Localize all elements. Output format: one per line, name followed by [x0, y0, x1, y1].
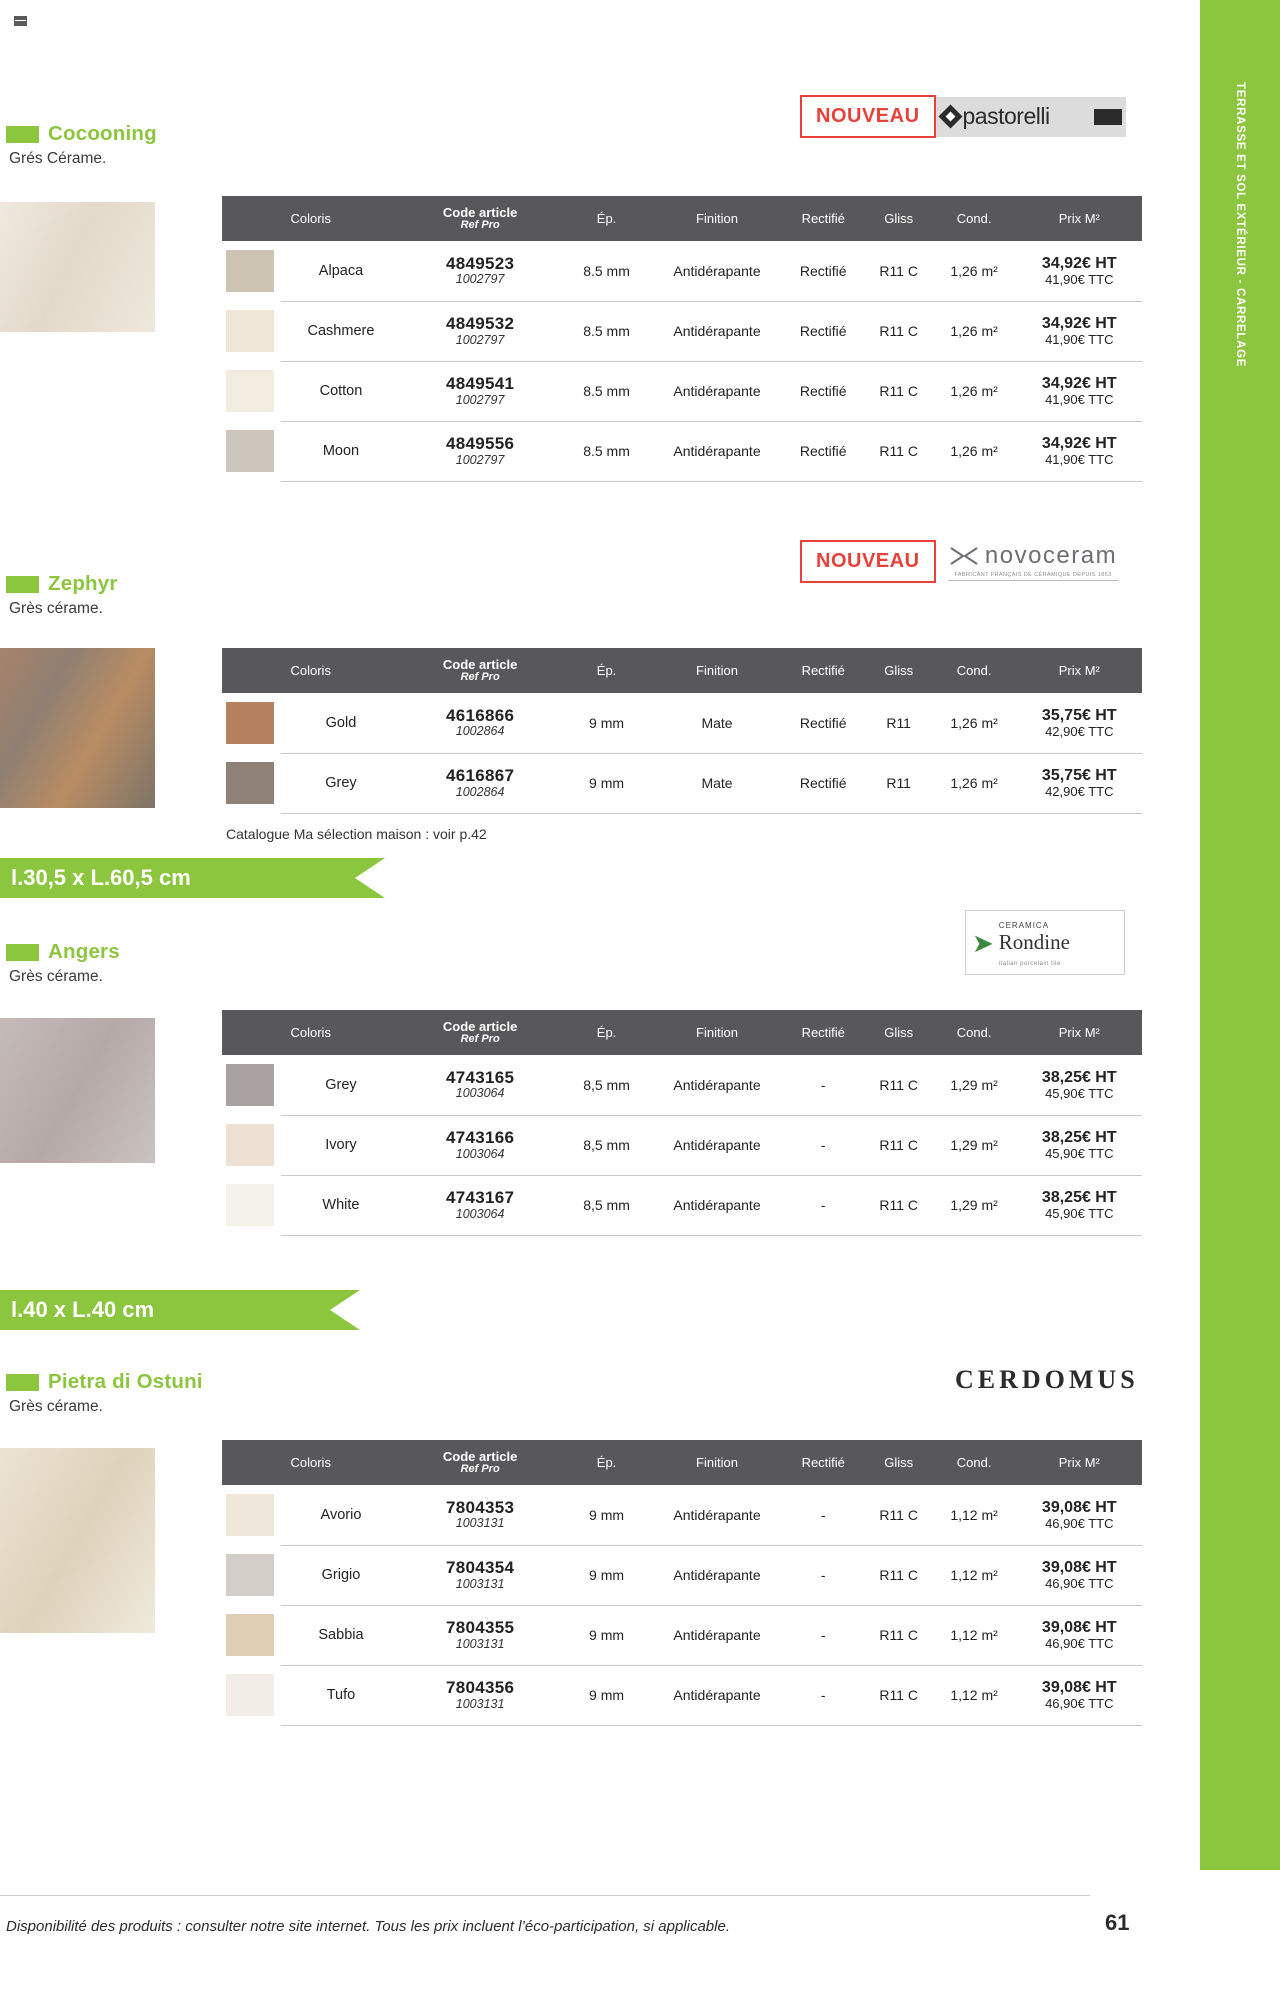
- th-gliss: Gliss: [866, 648, 932, 693]
- cell-prix-ttc: 46,90€ TTC: [1045, 1695, 1114, 1711]
- side-tab-label: TERRASSE ET SOL EXTÉRIEUR - CARRELAGE: [1234, 82, 1246, 368]
- cell-finition: Antidérapante: [653, 1055, 780, 1115]
- cell-code: [400, 1665, 559, 1725]
- cell-swatch: [222, 301, 281, 361]
- rondine-top: CERAMICA: [998, 921, 1050, 930]
- rondine-name: Rondine: [998, 930, 1070, 954]
- cell-swatch: [222, 1665, 281, 1725]
- cell-prix-ttc: 41,90€ TTC: [1045, 451, 1114, 467]
- th-ep: Ép.: [560, 1440, 653, 1485]
- cell-swatch: [222, 1175, 281, 1235]
- cell-code-ref: 1003064: [455, 1146, 505, 1161]
- badge-nouveau: NOUVEAU: [800, 540, 936, 583]
- cell-finition: Antidérapante: [653, 1485, 780, 1545]
- table-header-row: [222, 196, 1142, 241]
- cell-code-ref: 1003131: [455, 1636, 505, 1651]
- cell-code-num: 7804354: [445, 1558, 515, 1578]
- cell-swatch: [222, 693, 281, 753]
- cell-finition: Antidérapante: [653, 361, 780, 421]
- cell-code: [400, 753, 559, 813]
- cell-prix: [1017, 753, 1142, 813]
- th-finition: Finition: [653, 1010, 780, 1055]
- novoceram-mark-icon: [949, 545, 979, 567]
- th-ep: Ép.: [560, 648, 653, 693]
- cell-prix: [1017, 1545, 1142, 1605]
- product-title: Zephyr: [48, 572, 118, 595]
- green-tab-icon: [6, 576, 39, 593]
- th-code-main: Code article: [442, 1449, 518, 1464]
- product-heading-cocooning: [6, 122, 157, 168]
- table-header-row: [222, 648, 1142, 693]
- cell-finition: Antidérapante: [653, 301, 780, 361]
- product-title: Pietra di Ostuni: [48, 1370, 203, 1393]
- cell-cond: 1,26 m²: [932, 241, 1017, 301]
- rondine-bird-icon: ➤: [972, 927, 994, 958]
- table-header-row: [222, 1010, 1142, 1055]
- cell-rectifie: -: [781, 1485, 866, 1545]
- cell-swatch: [222, 1605, 281, 1665]
- cell-prix-ht: 34,92€ HT: [1041, 315, 1117, 333]
- novoceram-name: novoceram: [984, 542, 1118, 569]
- cell-cond: 1,12 m²: [932, 1545, 1017, 1605]
- cell-prix-ht: 35,75€ HT: [1041, 706, 1117, 724]
- th-code-refpro: Ref Pro: [460, 1462, 500, 1475]
- cell-code-num: 4849532: [445, 314, 515, 334]
- th-cond: Cond.: [932, 648, 1017, 693]
- cell-gliss: R11 C: [866, 1055, 932, 1115]
- th-code: [400, 1010, 559, 1055]
- cell-cond: 1,26 m²: [932, 301, 1017, 361]
- cell-code-ref: 1003131: [455, 1576, 505, 1591]
- th-ep: Ép.: [560, 196, 653, 241]
- cell-rectifie: -: [781, 1115, 866, 1175]
- cell-code-ref: 1002797: [455, 272, 505, 287]
- cell-code-num: 4743165: [445, 1068, 515, 1087]
- th-code-refpro: Ref Pro: [460, 218, 500, 231]
- cell-gliss: R11 C: [866, 421, 932, 481]
- th-coloris: Coloris: [281, 196, 400, 241]
- cell-coloris: Grey: [281, 1055, 400, 1115]
- cell-ep: 8,5 mm: [560, 1175, 653, 1235]
- th-finition: Finition: [653, 1440, 780, 1485]
- cell-prix-ht: 34,92€ HT: [1041, 254, 1117, 272]
- cell-rectifie: -: [781, 1055, 866, 1115]
- cell-prix-ttc: 45,90€ TTC: [1045, 1085, 1114, 1101]
- cell-rectifie: -: [781, 1665, 866, 1725]
- cell-swatch: [222, 753, 281, 813]
- cell-code: [400, 1545, 559, 1605]
- cell-finition: Antidérapante: [653, 1175, 780, 1235]
- cell-prix: [1017, 421, 1142, 481]
- cell-prix-ht: 38,25€ HT: [1041, 1129, 1117, 1147]
- cell-ep: 9 mm: [560, 753, 653, 813]
- cell-code-ref: 1003131: [455, 1516, 505, 1531]
- table-row: [222, 1115, 1142, 1175]
- table-row: [222, 241, 1142, 301]
- th-swatch: [222, 196, 281, 241]
- rondine-sub: italian porcelain tile: [998, 961, 1061, 967]
- cell-code: [400, 1175, 559, 1235]
- product-title: Cocooning: [48, 122, 157, 145]
- th-prix: Prix M²: [1017, 1010, 1142, 1055]
- cell-prix: [1017, 301, 1142, 361]
- pastorelli-mark-icon: [1094, 109, 1122, 125]
- th-code: [400, 648, 559, 693]
- cell-rectifie: -: [781, 1175, 866, 1235]
- cell-coloris: Sabbia: [281, 1605, 400, 1665]
- th-code-refpro: Ref Pro: [460, 670, 500, 683]
- cell-prix-ht: 39,08€ HT: [1041, 1619, 1117, 1637]
- cell-swatch: [222, 421, 281, 481]
- cell-prix-ht: 38,25€ HT: [1041, 1068, 1117, 1086]
- cell-finition: Antidérapante: [653, 241, 780, 301]
- product-table-zephyr: [222, 648, 1142, 814]
- cell-gliss: R11 C: [866, 1545, 932, 1605]
- cell-prix: [1017, 1485, 1142, 1545]
- cell-finition: Antidérapante: [653, 1115, 780, 1175]
- cell-gliss: R11 C: [866, 1605, 932, 1665]
- product-subtitle: Grés Cérame.: [9, 150, 107, 167]
- th-code-main: Code article: [442, 1019, 518, 1034]
- cell-rectifie: Rectifié: [781, 421, 866, 481]
- cell-ep: 8,5 mm: [560, 1055, 653, 1115]
- cell-coloris: Tufo: [281, 1665, 400, 1725]
- th-code-main: Code article: [442, 657, 518, 672]
- cell-coloris: Cashmere: [281, 301, 400, 361]
- cell-gliss: R11 C: [866, 1485, 932, 1545]
- cell-prix: [1017, 1605, 1142, 1665]
- brand-row-cerdomus: [955, 1365, 1139, 1395]
- page-number: 61: [1105, 1910, 1130, 1935]
- th-prix: Prix M²: [1017, 648, 1142, 693]
- table-row: [222, 1485, 1142, 1545]
- cell-prix-ttc: 46,90€ TTC: [1045, 1635, 1114, 1651]
- cell-prix-ttc: 46,90€ TTC: [1045, 1515, 1114, 1531]
- cell-prix-ttc: 41,90€ TTC: [1045, 271, 1114, 287]
- th-rectifie: Rectifié: [781, 648, 866, 693]
- cell-prix-ttc: 46,90€ TTC: [1045, 1575, 1114, 1591]
- cell-rectifie: Rectifié: [781, 753, 866, 813]
- th-swatch: [222, 648, 281, 693]
- cell-code: [400, 241, 559, 301]
- cell-code-num: 4849523: [445, 254, 515, 273]
- cell-rectifie: Rectifié: [781, 301, 866, 361]
- th-finition: Finition: [653, 648, 780, 693]
- cell-prix-ht: 34,92€ HT: [1041, 435, 1117, 453]
- cell-prix: [1017, 241, 1142, 301]
- cell-rectifie: Rectifié: [781, 361, 866, 421]
- cell-code-ref: 1002797: [455, 392, 505, 407]
- cell-gliss: R11: [866, 753, 932, 813]
- brand-row-pastorelli: [800, 95, 1126, 138]
- cell-code-ref: 1002864: [455, 724, 505, 739]
- table-body-zephyr: [222, 693, 1142, 813]
- cell-code-ref: 1003131: [455, 1696, 505, 1711]
- cell-rectifie: -: [781, 1545, 866, 1605]
- cell-prix-ttc: 41,90€ TTC: [1045, 391, 1114, 407]
- novoceram-rule: [948, 580, 1118, 581]
- cell-prix-ht: 38,25€ HT: [1041, 1189, 1117, 1207]
- cell-finition: Mate: [653, 753, 780, 813]
- table-row: [222, 1545, 1142, 1605]
- product-subtitle: Grès cérame.: [9, 1398, 103, 1415]
- cell-cond: 1,29 m²: [932, 1115, 1017, 1175]
- brand-row-rondine: [965, 910, 1125, 975]
- green-tab-icon: [6, 126, 39, 143]
- cell-coloris: Cotton: [281, 361, 400, 421]
- table-row: [222, 753, 1142, 813]
- th-code: [400, 1440, 559, 1485]
- logo-cerdomus: CERDOMUS: [955, 1365, 1139, 1394]
- cell-coloris: Ivory: [281, 1115, 400, 1175]
- logo-novoceram: [936, 542, 1131, 581]
- cell-coloris: Gold: [281, 693, 400, 753]
- cell-prix-ttc: 45,90€ TTC: [1045, 1205, 1114, 1221]
- cell-code-ref: 1002797: [455, 452, 505, 467]
- cell-prix-ht: 34,92€ HT: [1041, 375, 1117, 393]
- th-ep: Ép.: [560, 1010, 653, 1055]
- th-swatch: [222, 1010, 281, 1055]
- table-row: [222, 693, 1142, 753]
- product-image-cocooning: [0, 202, 155, 332]
- cell-prix: [1017, 693, 1142, 753]
- cell-cond: 1,12 m²: [932, 1665, 1017, 1725]
- cell-prix-ht: 35,75€ HT: [1041, 767, 1117, 785]
- th-code-main: Code article: [442, 205, 518, 220]
- table-row: [222, 421, 1142, 481]
- cell-gliss: R11 C: [866, 301, 932, 361]
- cell-cond: 1,26 m²: [932, 361, 1017, 421]
- cell-gliss: R11 C: [866, 1175, 932, 1235]
- cell-ep: 9 mm: [560, 693, 653, 753]
- th-gliss: Gliss: [866, 196, 932, 241]
- cell-prix: [1017, 1055, 1142, 1115]
- cell-code: [400, 361, 559, 421]
- th-coloris: Coloris: [281, 1440, 400, 1485]
- th-cond: Cond.: [932, 1440, 1017, 1485]
- cell-gliss: R11 C: [866, 1665, 932, 1725]
- size-banner-2-label: l.40 x L.40 cm: [11, 1297, 155, 1322]
- cell-code-num: 4743166: [445, 1128, 515, 1148]
- product-heading-angers: [6, 940, 120, 986]
- cell-prix-ht: 39,08€ HT: [1041, 1559, 1117, 1577]
- cell-code-ref: 1002797: [455, 332, 505, 347]
- footer-divider: [0, 1895, 1090, 1896]
- pastorelli-diamond-icon: [938, 104, 962, 128]
- cell-code: [400, 1485, 559, 1545]
- cell-prix: [1017, 1665, 1142, 1725]
- th-gliss: Gliss: [866, 1010, 932, 1055]
- th-prix: Prix M²: [1017, 196, 1142, 241]
- table-row: [222, 1055, 1142, 1115]
- cell-gliss: R11 C: [866, 241, 932, 301]
- cell-rectifie: Rectifié: [781, 241, 866, 301]
- product-title: Angers: [48, 940, 120, 963]
- cell-prix-ttc: 42,90€ TTC: [1045, 783, 1114, 799]
- cell-code-ref: 1003064: [455, 1206, 505, 1221]
- cell-code-num: 7804353: [445, 1498, 515, 1517]
- cell-rectifie: Rectifié: [781, 693, 866, 753]
- cell-code: [400, 693, 559, 753]
- cell-swatch: [222, 1115, 281, 1175]
- product-table-angers: [222, 1010, 1142, 1236]
- table-body-cocooning: [222, 241, 1142, 481]
- cell-swatch: [222, 1545, 281, 1605]
- cell-code-num: 4849556: [445, 434, 515, 454]
- product-heading-zephyr: [6, 572, 118, 618]
- cell-code-num: 7804356: [445, 1678, 515, 1698]
- table-body-angers: [222, 1055, 1142, 1235]
- th-rectifie: Rectifié: [781, 1010, 866, 1055]
- cell-swatch: [222, 1485, 281, 1545]
- cell-swatch: [222, 1055, 281, 1115]
- cell-finition: Mate: [653, 693, 780, 753]
- table-row: [222, 1175, 1142, 1235]
- th-code-refpro: Ref Pro: [460, 1032, 500, 1045]
- th-code: [400, 196, 559, 241]
- th-rectifie: Rectifié: [781, 196, 866, 241]
- product-table-pietra: [222, 1440, 1142, 1726]
- cell-code: [400, 301, 559, 361]
- table-row: [222, 301, 1142, 361]
- cell-prix: [1017, 1115, 1142, 1175]
- table-row: [222, 1605, 1142, 1665]
- cell-gliss: R11: [866, 693, 932, 753]
- table-header-row: [222, 1440, 1142, 1485]
- cell-code-num: 4616867: [445, 766, 515, 786]
- product-subtitle: Grès cérame.: [9, 600, 103, 617]
- cell-ep: 9 mm: [560, 1485, 653, 1545]
- table-row: [222, 361, 1142, 421]
- cell-prix: [1017, 361, 1142, 421]
- size-banner-1: [0, 858, 355, 898]
- cell-prix-ht: 39,08€ HT: [1041, 1498, 1117, 1516]
- product-subtitle: Grès cérame.: [9, 968, 103, 985]
- cell-ep: 8.5 mm: [560, 421, 653, 481]
- cell-ep: 9 mm: [560, 1545, 653, 1605]
- cell-cond: 1,12 m²: [932, 1485, 1017, 1545]
- cell-finition: Antidérapante: [653, 1605, 780, 1665]
- cell-prix-ttc: 41,90€ TTC: [1045, 331, 1114, 347]
- catalogue-note: Catalogue Ma sélection maison : voir p.42: [226, 826, 487, 842]
- th-coloris: Coloris: [281, 1010, 400, 1055]
- brand-row-novoceram: [800, 540, 1131, 583]
- table-row: [222, 1665, 1142, 1725]
- cell-cond: 1,29 m²: [932, 1055, 1017, 1115]
- cell-ep: 9 mm: [560, 1665, 653, 1725]
- cell-coloris: White: [281, 1175, 400, 1235]
- cell-finition: Antidérapante: [653, 1545, 780, 1605]
- th-finition: Finition: [653, 196, 780, 241]
- product-image-pietra: [0, 1448, 155, 1633]
- side-tab-bar: [1200, 0, 1280, 1870]
- th-coloris: Coloris: [281, 648, 400, 693]
- green-tab-icon: [6, 1374, 39, 1391]
- cell-code-num: 7804355: [445, 1618, 515, 1638]
- product-image-angers: [0, 1018, 155, 1163]
- novoceram-subtitle: FABRICANT FRANÇAIS DE CÉRAMIQUE DEPUIS 1863: [954, 572, 1112, 578]
- cell-coloris: Grey: [281, 753, 400, 813]
- cell-coloris: Grigio: [281, 1545, 400, 1605]
- cell-code-num: 4849541: [445, 374, 515, 394]
- table-body-pietra: [222, 1485, 1142, 1725]
- cell-finition: Antidérapante: [653, 1665, 780, 1725]
- cell-code: [400, 1055, 559, 1115]
- cell-cond: 1,26 m²: [932, 753, 1017, 813]
- cell-cond: 1,29 m²: [932, 1175, 1017, 1235]
- cell-gliss: R11 C: [866, 361, 932, 421]
- product-table-cocooning: [222, 196, 1142, 482]
- cell-prix-ht: 39,08€ HT: [1041, 1679, 1117, 1697]
- logo-pastorelli: [936, 97, 1126, 137]
- cell-prix-ttc: 45,90€ TTC: [1045, 1145, 1114, 1161]
- side-tab-label-wrap: [1200, 70, 1280, 670]
- size-banner-1-label: l.30,5 x L.60,5 cm: [11, 865, 191, 890]
- cell-code-num: 4743167: [445, 1188, 515, 1208]
- cell-prix-ttc: 42,90€ TTC: [1045, 723, 1114, 739]
- th-rectifie: Rectifié: [781, 1440, 866, 1485]
- cell-swatch: [222, 361, 281, 421]
- th-swatch: [222, 1440, 281, 1485]
- cell-ep: 8,5 mm: [560, 1115, 653, 1175]
- th-cond: Cond.: [932, 1010, 1017, 1055]
- footer-disclaimer: Disponibilité des produits : consulter notre site internet. Tous les prix incluent l’éco-participation, si applicable.: [6, 1918, 730, 1935]
- cell-ep: 8.5 mm: [560, 361, 653, 421]
- cell-code: [400, 421, 559, 481]
- product-image-zephyr: [0, 648, 155, 808]
- cell-finition: Antidérapante: [653, 421, 780, 481]
- cell-rectifie: -: [781, 1605, 866, 1665]
- crop-mark-icon: [14, 16, 27, 26]
- cell-code-ref: 1003064: [455, 1086, 505, 1101]
- cell-code: [400, 1605, 559, 1665]
- cell-cond: 1,26 m²: [932, 421, 1017, 481]
- cell-ep: 8.5 mm: [560, 301, 653, 361]
- cell-code-num: 4616866: [445, 706, 515, 725]
- cell-coloris: Alpaca: [281, 241, 400, 301]
- th-cond: Cond.: [932, 196, 1017, 241]
- cell-cond: 1,12 m²: [932, 1605, 1017, 1665]
- product-heading-pietra: [6, 1370, 203, 1416]
- cell-ep: 9 mm: [560, 1605, 653, 1665]
- green-tab-icon: [6, 944, 39, 961]
- cell-ep: 8.5 mm: [560, 241, 653, 301]
- cell-code-ref: 1002864: [455, 784, 505, 799]
- cell-code: [400, 1115, 559, 1175]
- pastorelli-name: pastorelli: [962, 103, 1050, 129]
- badge-nouveau: NOUVEAU: [800, 95, 936, 138]
- cell-coloris: Avorio: [281, 1485, 400, 1545]
- cell-gliss: R11 C: [866, 1115, 932, 1175]
- cell-swatch: [222, 241, 281, 301]
- th-gliss: Gliss: [866, 1440, 932, 1485]
- cell-cond: 1,26 m²: [932, 693, 1017, 753]
- size-banner-2: [0, 1290, 330, 1330]
- cell-coloris: Moon: [281, 421, 400, 481]
- cell-prix: [1017, 1175, 1142, 1235]
- th-prix: Prix M²: [1017, 1440, 1142, 1485]
- logo-rondine: [965, 910, 1125, 975]
